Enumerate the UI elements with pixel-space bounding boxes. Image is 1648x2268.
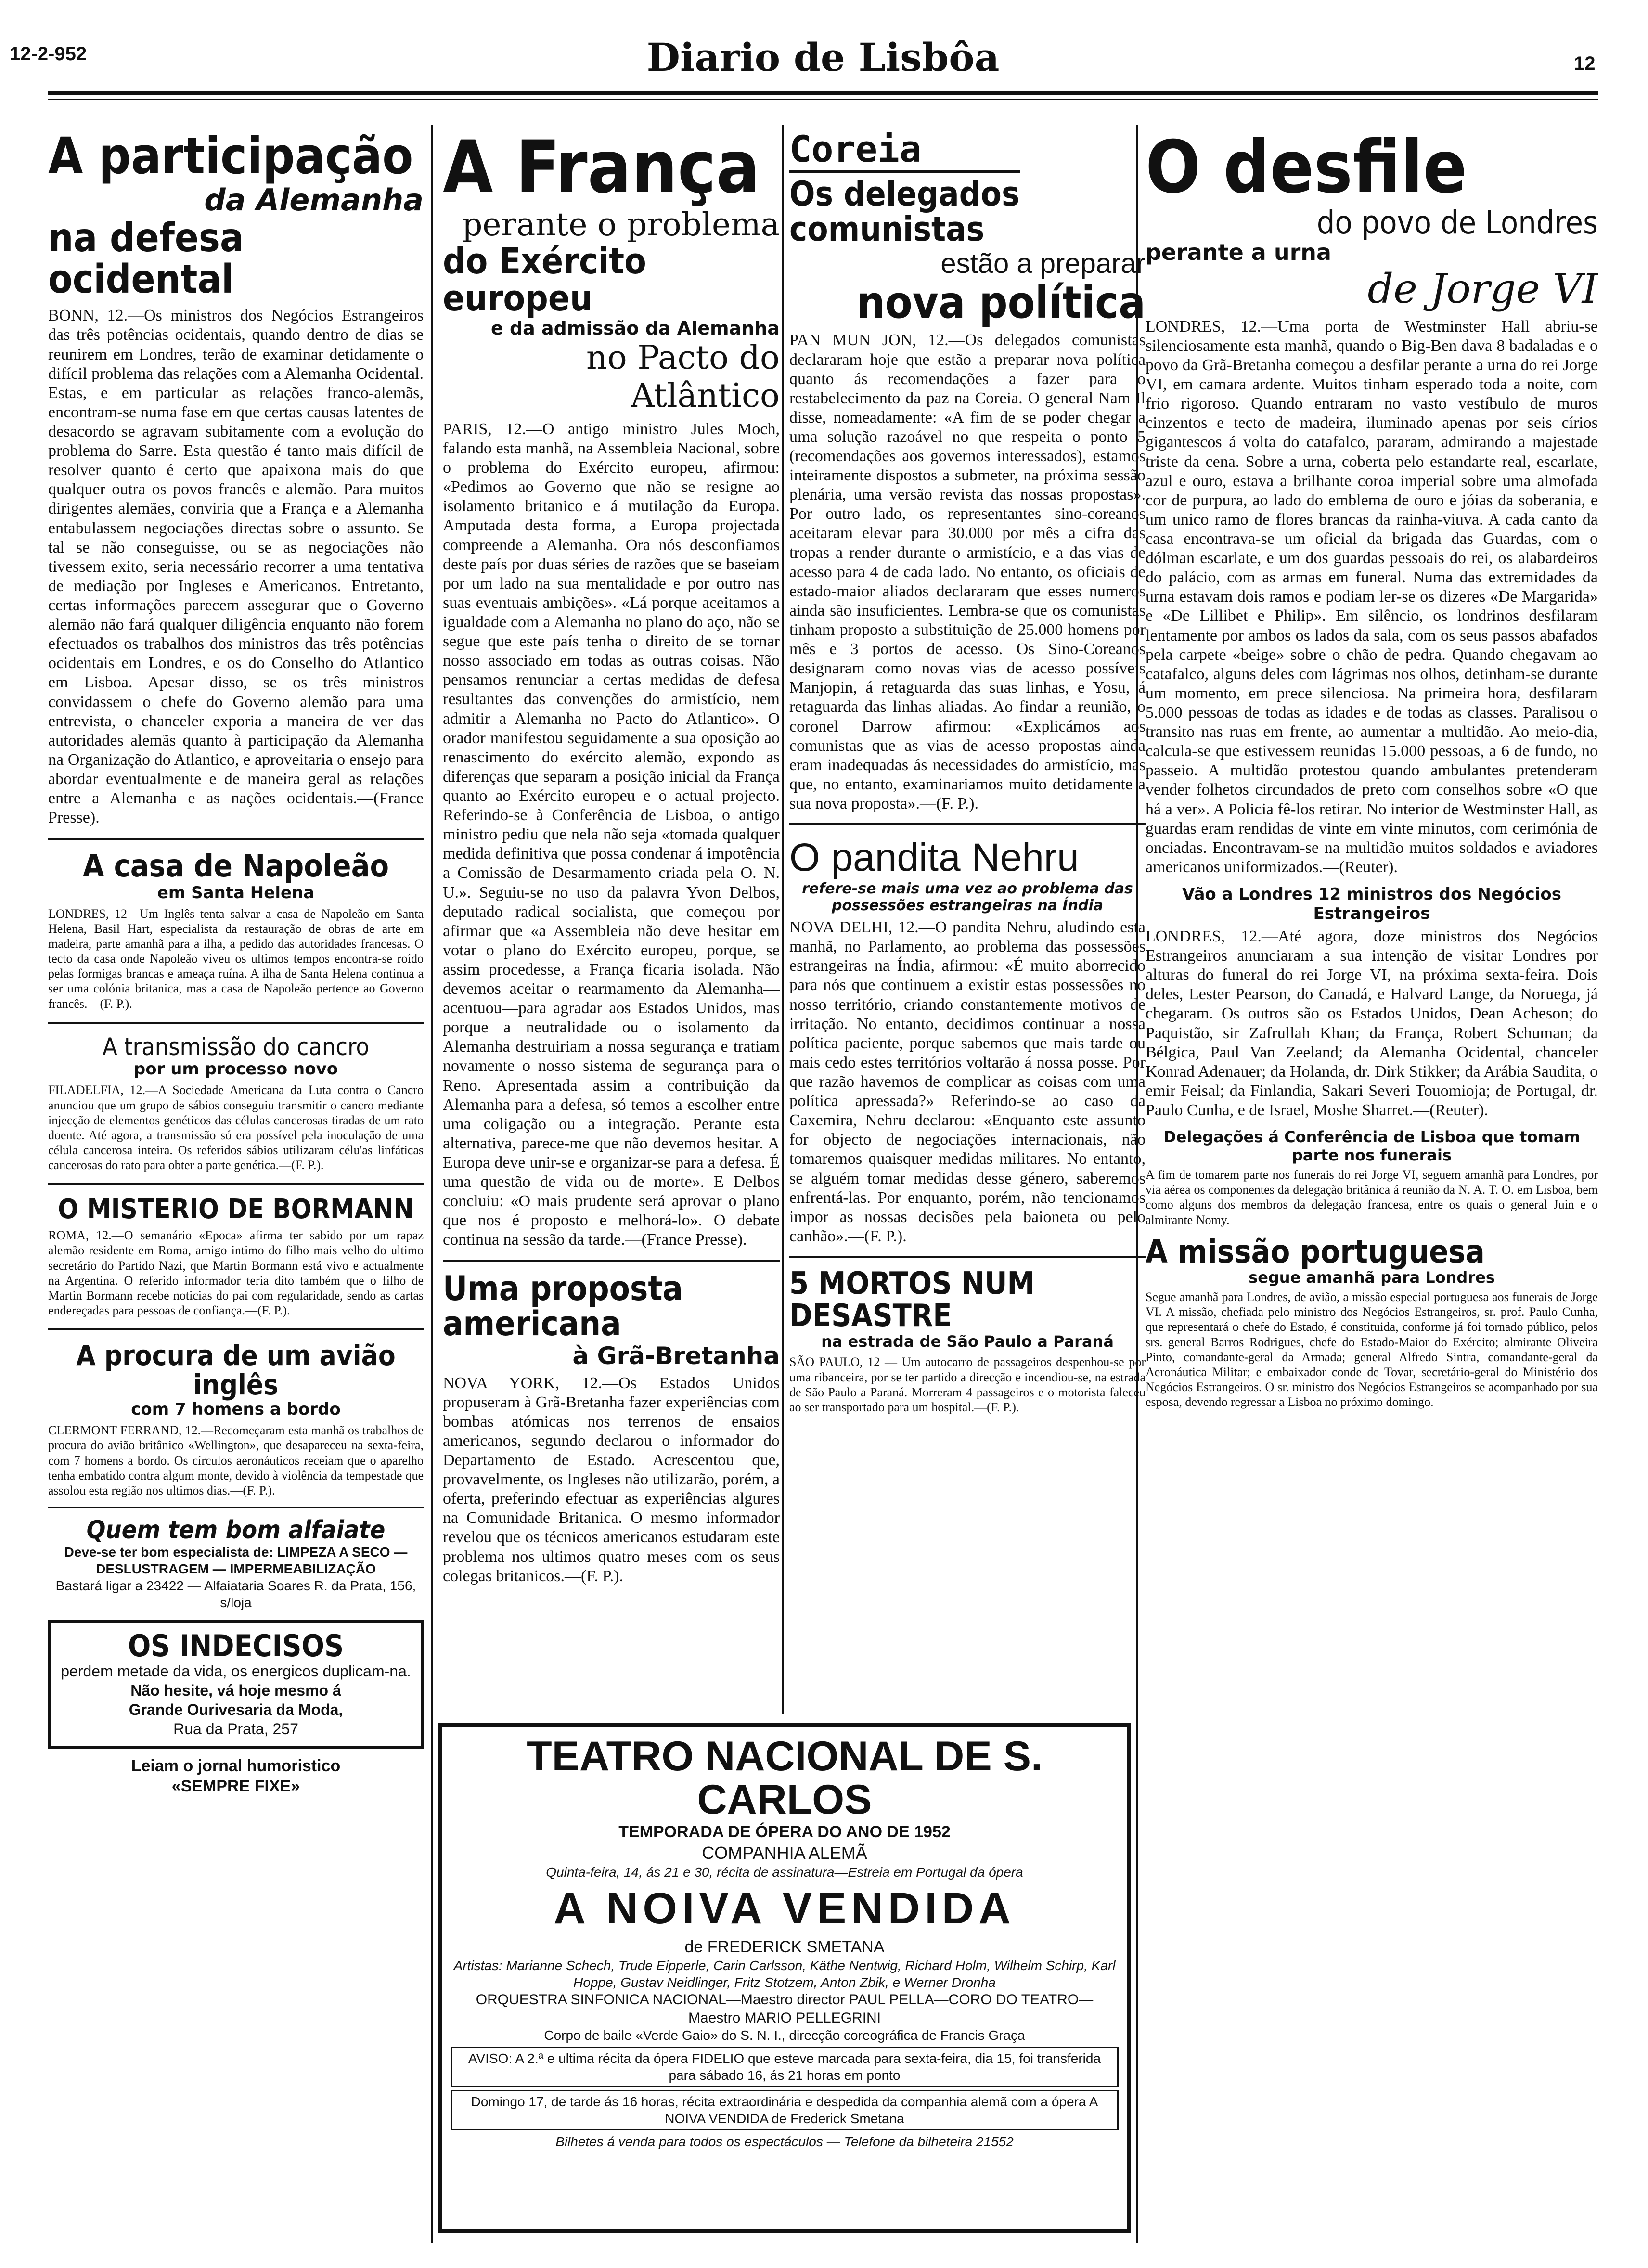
ad-text: Bastará ligar a 23422 — Alfaiataria Soares R. da Prata, 156, s/loja xyxy=(55,1578,416,1610)
masthead-rule xyxy=(48,91,1598,95)
headline-line: perante o problema xyxy=(462,206,780,243)
ad-season: TEMPORADA DE ÓPERA DO ANO DE 1952 xyxy=(618,1822,951,1841)
headline: Os delegados comunistas xyxy=(789,174,1020,249)
article-delegacoes xyxy=(1146,1128,1598,1227)
ad-alfaiate xyxy=(48,1517,424,1611)
headline-line: na defesa ocidental xyxy=(48,215,244,303)
column-rule xyxy=(782,125,784,1714)
issue-date: 12-2-952 xyxy=(10,43,87,64)
ad-ballet: Corpo de baile «Verde Gaio» do S. N. I., direcção coreográfica de Francis Graça xyxy=(544,2028,1025,2043)
ad-teatro xyxy=(438,1723,1131,2233)
ad-text: Grande Ourivesaria da Moda, xyxy=(129,1701,343,1718)
headline: Uma proposta americana xyxy=(443,1268,683,1344)
headline-line: estão a preparar xyxy=(940,247,1146,279)
divider xyxy=(48,1022,424,1024)
headline: A procura de um avião inglês xyxy=(76,1339,396,1402)
article-aviao xyxy=(48,1341,424,1498)
headline-line: no Pacto do Atlântico xyxy=(586,338,780,415)
article-franca xyxy=(443,130,780,1250)
headline: A missão portuguesa xyxy=(1146,1233,1485,1270)
column-1 xyxy=(48,130,424,2233)
article-ministros xyxy=(1146,885,1598,1120)
ad-text: perdem metade da vida, os energicos duplicam-na. xyxy=(61,1662,411,1680)
divider xyxy=(443,1260,780,1262)
ad-text: Não hesite, vá hoje mesmo á xyxy=(130,1681,341,1699)
ad-title: TEATRO NACIONAL DE S. CARLOS xyxy=(527,1733,1043,1823)
article-alemanha xyxy=(48,130,424,827)
kicker-underline xyxy=(789,170,1020,173)
article-proposta xyxy=(443,1268,780,1586)
article-body: SÃO PAULO, 12 — Um autocarro de passageiros despenhou-se por uma ribanceira, por se ter partido a direcção e incendiou-se, na estrada de São Paulo a Paraná. Morreram 4 passageiros e o motorista faleceu ao ser transportado para um hospital.—(F. P.). xyxy=(789,1355,1146,1414)
article-desastre xyxy=(789,1265,1146,1415)
masthead-rule-thin xyxy=(48,99,1598,100)
headline: O pandita Nehru xyxy=(789,836,1079,880)
divider xyxy=(48,1507,424,1508)
headline: A participação xyxy=(48,130,413,185)
headline: 5 MORTOS NUM DESASTRE xyxy=(789,1265,1035,1334)
ad-text: Leiam o jornal humoristico xyxy=(131,1756,341,1775)
column-rule xyxy=(431,125,433,2243)
divider xyxy=(48,1328,424,1330)
article-body: LONDRES, 12.—Até agora, doze ministros dos Negócios Estrangeiros anunciaram a sua intenção de visitar Londres por alturas do funeral do rei Jorge VI, na próxima sexta-feira. Dois deles, Lester Pearson, do Canadá, e Halvard Lange, da Noruega, já chegaram. Os outros são os Estados Unidos, Dean Acheson; do Paquistão, sir Zafrullah Khan; da França, Robert Schuman; da Bélgica, Paul Van Zeeland; da Alemanha Ocidental, chanceler Konrad Adenauer; da Holanda, dr. Dirk Stikker; da Arábia Saudita, o emir Feisal; da Finlandia, Sakari Severi Touomioja; de Portugal, dr. Paulo Cunha, e de Israel, Moshe Sharret.—(Reuter). xyxy=(1146,927,1598,1119)
ad-text: Rua da Prata, 257 xyxy=(173,1720,298,1738)
headline: A transmissão do cancro xyxy=(102,1032,370,1061)
headline-line: da Alemanha xyxy=(204,182,424,218)
headline: A França xyxy=(443,130,760,209)
divider xyxy=(789,823,1146,825)
ad-tickets: Bilhetes á venda para todos os espectáculos — Telefone da bilheteira 21552 xyxy=(555,2134,1014,2150)
ad-title: OS INDECISOS xyxy=(128,1628,344,1663)
ad-dates: Quinta-feira, 14, ás 21 e 30, récita de assinatura—Estreia em Portugal da ópera xyxy=(546,1865,1023,1880)
article-desfile xyxy=(1146,130,1598,877)
subheadline: refere-se mais uma vez ao problema das possessões estrangeiras na Índia xyxy=(802,880,1133,915)
ad-opera: A NOIVA VENDIDA xyxy=(554,1884,1016,1933)
divider xyxy=(789,1256,1146,1258)
subheadline: à Grã-Bretanha xyxy=(572,1341,780,1370)
headline-line: de Jorge VI xyxy=(1367,265,1598,312)
headline: Delegações á Conferência de Lisboa que tomam parte nos funerais xyxy=(1163,1128,1580,1165)
subheadline: em Santa Helena xyxy=(157,883,315,902)
subheadline: com 7 homens a bordo xyxy=(131,1400,341,1419)
headline-line: e da admissão da Alemanha xyxy=(490,317,780,339)
article-body: NOVA YORK, 12.—Os Estados Unidos propuseram à Grã-Bretanha fazer experiências com bombas atómicas nos terrenos de ensaios americanos, segundo declarou o informador do Departamento de Estado. Acrescentou que, provavelmente, os Ingleses não utilizarão, porém, a oferta, preferindo efectuar as experiências algures na Comunidade Britanica. O mesmo informador revelou que os técnicos americanos estudaram este problema nos ultimos quatro meses com os seus colegas britanicos.—(F. P.). xyxy=(443,1374,780,1585)
article-body: PARIS, 12.—O antigo ministro Jules Moch, falando esta manhã, na Assembleia Nacional, sobre o problema do Exército europeu, afirmou: «Pedimos ao Governo que não se resigne ao isolamento britanico e á mutilação da Europa. Amputada desta forma, a Europa projectada compreende a Alemanha. Ora nós desconfiamos deste país por duas séries de razões que se baseiam por um lado na sua mentalidade e por outro nas suas eventuais ambições». «Lá porque aceitamos a igualdade com a Alemanha no plano do aço, não se segue que este país tenha o direito de se tornar nosso associado em todas as outras coisas. Não pensamos renunciar a certas medidas de defesa resultantes das convenções do armistício, nem admitir a Alemanha no Pacto do Atlantico». O orador manifestou seguidamente a sua oposição ao renascimento do exército alemão, expondo as diferenças que separam a posição inicial da França quanto ao Exército europeu e o actual projecto. Referindo-se à Conferência de Lisboa, o antigo ministro pediu que nela não seja «tomada qualquer medida definitiva que possa condenar á impotência a Comissão de Desarmamento criada pela O. N. U.». Seguiu-se no uso da palavra Yvon Delbos, deputado radical socialista, que começou por afirmar que «a Assembleia não deve hesitar em votar o plano do Exército europeu, porque, se assim procedesse, a França ficaria isolada. Não devemos aceitar o rearmamento da Alemanha—acentuou—para agradar aos Estados Unidos, mas porque a neutralidade ou o isolamento da Alemanha destruiriam a nossa segurança e tratiam novamente o nosso sistema de segurança para o Reno. Apresentada assim a contribuição da Alemanha para a defesa, só temos a escolher entre uma coligação ou a integração. Perante esta alternativa, parece-me que não devemos hesitar. A Europa deve unir-se e organizar-se para a defesa. É uma questão de vida ou de morte». E Delbos concluiu: «O mais prudente será aprovar o plano que nos é proposto e melhorá-lo». O debate continua na sessão da tarde.—(France Presse). xyxy=(443,420,780,1249)
article-body: LONDRES, 12—Um Inglês tenta salvar a casa de Napoleão em Santa Helena, Basil Hart, especialista da restauração de obras de arte em madeira, parte amanhã para a ilha, a pedido das autoridades francesas. O tecto da casa onde Napoleão viveu os ultimos tempos encontra-se roído pelas formigas brancas e ameaça ruína. A ilha de Santa Helena continua a ser uma colónia britanica, mas a casa de Napoleão pertence ao Governo francês.—(F. P.). xyxy=(48,906,424,1011)
subheadline: na estrada de São Paulo a Paraná xyxy=(821,1332,1114,1351)
article-bormann xyxy=(48,1196,424,1318)
headline-line: nova política xyxy=(856,276,1146,328)
article-body: CLERMONT FERRAND, 12.—Recomeçaram esta manhã os trabalhos de procura do avião britânico «Wellington», que desapareceu na sexta-feira, com 7 homens a bordo. Os círculos aeronáuticos receiam que o aparelho tenha embatido contra algum monte, devido à violência da tempestade que assolou esta região nos ultimos dias.—(F. P.). xyxy=(48,1423,424,1497)
article-body: A fim de tomarem parte nos funerais do rei Jorge VI, seguem amanhã para Londres, por via aérea os componentes da delegação britânica á reunião da N. A. T. O. em Lisboa, bem como alguns dos membros da delegação francesa, entre os quais o general Juin e o almirante Nomy. xyxy=(1146,1168,1598,1227)
ad-artists: Artistas: Marianne Schech, Trude Eipperle, Carin Carlsson, Käthe Nentwig, Richard Holm, Wilhelm Schirp, Karl Hoppe, Gustav Neidlinger, Fritz Stotzem, Anton Zbik, e Werner Dronha xyxy=(453,1958,1116,1990)
headline-line: perante a urna xyxy=(1146,239,1332,265)
article-body: PAN MUN JON, 12.—Os delegados comunistas declararam hoje que estão a preparar nova política quanto ás recomendações a fazer para o restabelecimento da paz na Coreia. O general Nam Il disse, nomeadamente: «A fim de se poder chegar a uma solução razoável no que respeita o ponto 5 (recomendações aos governos interessados), estamos inteiramente dispostos a submeter, na próxima sessão plenária, uma versão revista das nossas propostas». Por outro lado, os representantes sino-coreanos aceitaram elevar para 30.000 por mês a cifra das tropas a render durante o armistício, e a das vias de acesso para 4 de cada lado. No entanto, os oficiais de estado-maior aliados declararam que esses numeros ainda são insuficientes. Lembra-se que os comunistas tinham proposto a substituição de 25.000 homens por mês e 3 portos de acesso. Os Sino-Coreanos designaram como novas vias de acesso possíveis Manjopin, á retaguarda das suas linhas, e Yosu, á retaguarda das linhas aliadas. Ao findar a reunião, o coronel Darrow afirmou: «Explicámos aos comunistas que as vias de acesso propostas ainda eram inadequadas ás necessidades do armistício, mas que, no entanto, examinariamos muito detidamente a sua nova proposta».—(F. P.). xyxy=(789,331,1146,813)
ad-title: Quem tem bom alfaiate xyxy=(86,1516,386,1545)
kicker: Coreia xyxy=(789,130,922,170)
headline: O MISTERIO DE BORMANN xyxy=(58,1194,414,1225)
ad-sunday: Domingo 17, de tarde ás 16 horas, récita extraordinária e despedida da companhia alemã com a ópera A NOIVA VENDIDA de Frederick Smetana xyxy=(451,2090,1119,2130)
article-napoleao xyxy=(48,850,424,1011)
article-cancro xyxy=(48,1034,424,1173)
ad-indecisos xyxy=(48,1620,424,1749)
ad-text: «SEMPRE FIXE» xyxy=(171,1777,300,1796)
headline: O desfile xyxy=(1146,130,1467,209)
article-body: BONN, 12.—Os ministros dos Negócios Estrangeiros das três potências ocidentais, quando dentro de dias se reunirem em Londres, terão de examinar detidamente o difícil problema das relações com a Alemanha Ocidental. Estas, e em particular as relações franco-alemãs, encontram-se numa fase em que certas causas latentes de desacordo se agravam subitamente com a evolução do problema do Sarre. Esta questão é tanto mais difícil de resolver quanto é certo que apaixona mais do que qualquer outra os povos francês e alemão. Para muitos dirigentes alemães, conviria que a França e a Alemanha entabulassem negociações directas sobre o assunto. Se tal se não conseguisse, ou se as negociações não tivessem exito, seria necessário recorrer a uma tentativa de mediação por Ingleses e Americanos. Entretanto, certas informações parecem assegurar que o Governo alemão não fará qualquer diligência enquanto não forem efectuados os trabalhos dos ministros das três potências ocidentais em Londres, e os do Conselho do Atlantico em Lisboa. Apesar disso, se os três ministros convidassem o chefe do Governo alemão para uma entrevista, o chanceler exporia a maneira de ver das autoridades alemãs quanto à participação da Alemanha na Organização do Atlantico, e aproveitaria o ensejo para abordar eventualmente e de maneira geral as relações entre a Alemanha e as nações ocidentais.—(France Presse). xyxy=(48,307,424,827)
divider xyxy=(48,1183,424,1185)
subheadline: segue amanhã para Londres xyxy=(1249,1268,1495,1287)
newspaper-title: Diario de Lisbôa xyxy=(646,35,1000,80)
ad-orchestra: ORQUESTRA SINFONICA NACIONAL—Maestro director PAUL PELLA—CORO DO TEATRO—Maestro MARIO PELLEGRINI xyxy=(476,1992,1094,2026)
headline: A casa de Napoleão xyxy=(82,849,389,885)
ad-composer: de FREDERICK SMETANA xyxy=(684,1937,885,1956)
headline-line: do povo de Londres xyxy=(1316,204,1598,241)
ad-company: COMPANHIA ALEMÃ xyxy=(702,1843,867,1863)
article-coreia xyxy=(789,130,1146,813)
headline-line: do Exército europeu xyxy=(443,240,646,320)
ad-sempre-fixe xyxy=(48,1756,424,1797)
article-nehru xyxy=(789,835,1146,1246)
article-missao xyxy=(1146,1235,1598,1410)
article-body: ROMA, 12.—O semanário «Epoca» afirma ter sabido por um rapaz alemão residente em Roma, amigo intimo do filho mais velho do ultimo secretário do Partido Nazi, que Martin Bormann está vivo e actualmente na Argentina. O referido informador teria dito também que o filho de Martin Bormann recebe noticias do pai com regularidade, sendo as cartas endereçadas para pessoas de confiança.—(F. P.). xyxy=(48,1228,424,1318)
masthead xyxy=(0,0,1648,96)
subheadline: por um processo novo xyxy=(133,1059,338,1079)
column-4 xyxy=(1146,130,1598,2233)
article-body: Segue amanhã para Londres, de avião, a missão especial portuguesa aos funerais de Jorge VI. A missão, chefiada pelo ministro dos Negócios Estrangeiros, sr. prof. Paulo Cunha, que representará o chefe do Estado, é constituida, conforme já foi tornado público, pelos srs. general Barros Rodrigues, chefe do Estado-Maior do Exército; almirante Oliveira Pinto, comandante-geral da Armada; general Alfredo Sintra, comandante-geral da Aeronáutica Militar; e embaixador conde de Tovar, secretário-geral do Ministério dos Negócios Estrangeiros. O sr. ministro dos Negócios Estrangeiros se acompanhado por sua esposa, devendo regressar a Lisboa no próximo domingo. xyxy=(1146,1290,1598,1409)
divider xyxy=(48,838,424,840)
ad-text: Deve-se ter bom especialista de: LIMPEZA A SECO — DESLUSTRAGEM — IMPERMEABILIZAÇÃO xyxy=(64,1544,408,1576)
article-body: FILADELFIA, 12.—A Sociedade Americana da Luta contra o Cancro anunciou que um grupo de sábios conseguiu transmitir o cancro mediante injecção de elementos genéticos das células cancerosas tiradas de um rato doente. Até agora, a transmissão só era possível pela inoculação de uma célula cancerosa inteira. Os referidos sábios utilizaram célu'as linfáticas cancerosas do rato para obter a parte genética.—(F. P.). xyxy=(48,1083,424,1173)
article-body: NOVA DELHI, 12.—O pandita Nehru, aludindo esta manhã, no Parlamento, ao problema das possessões estrangeiras na Índia, afirmou: «É muito aborrecido para nós que continuem a existir estas possessões no nosso território, criando constantemente motivos de irritação. No entanto, decidimos continuar a nossa política paciente, porque sabemos que mais tarde ou mais cedo estes territórios voltarão á nossa posse. Por que razão havemos de complicar as coisas com uma política apressada?» Referindo-se ao caso da Caxemira, Nehru declarou: «Enquanto este assunto for objecto de negociações internacionais, não tomaremos quaisquer medidas militares. No entanto, se alguém tomar medidas desse género, saberemos enfrentá-las. Por enquanto, porém, não tencionamos impor as nossas decisões pela baioneta ou pelo canhão».—(F. P.). xyxy=(789,918,1146,1245)
ad-notice: AVISO: A 2.ª e ultima récita da ópera FIDELIO que esteve marcada para sexta-feira, dia 15, foi transferida para sábado 16, ás 21 horas em ponto xyxy=(451,2047,1119,2087)
page-number: 12 xyxy=(1574,53,1596,74)
article-body: LONDRES, 12.—Uma porta de Westminster Hall abriu-se silenciosamente esta manhã, quando o Big-Ben dava 8 badaladas e o povo da Grã-Bretanha começou a desfilar perante a urna do rei Jorge VI, em camara ardente. Muitos tinham esperado toda a noite, com frio rigoroso. Quando entraram no vasto vestíbulo de muros cinzentos e tecto de madeira, iluminado apenas por seis círios gigantescos á volta do catafalco, pararam, admirando a majestade triste da cena. Sobre a urna, coberta pelo estandarte real, escarlate, azul e ouro, estava a brilhante coroa imperial sobre uma almofada cor de purpura, ao lado do emblema de ouro e jóias da soberania, e um unico ramo de flores brancas da rainha-viuva. A cada canto da casa encontrava-se um oficial da brigada das Guardas, com o dólman escarlate, e um dos guardas pessoais do rei, os alabardeiros do palácio, com as armas em funeral. Numa das extremidades da urna estavam dois ramos e podiam ler-se os dizeres «De Margarida» e «De Lillibet e Philip». Em silêncio, os londrinos desfilaram lentamente por ambos os lados da sala, com os seus passos abafados pela carpete «beige» sobre o chão de pedra. Quando chegavam ao catafalco, alguns deles com lágrimas nos olhos, detinham-se durante um momento, em prece silenciosa. Na primeira hora, desfilaram 5.000 pessoas de todas as idades e de todas as classes. Paralisou o transito nas ruas em frente, ao aumentar a multidão. Ao meio-dia, calcula-se que estivessem reunidas 15.000 pessoas, a 6 de fundo, no passeio. A multidão protestou quando ambulantes pretenderam vender folhetos circundados de preto com conselhos sobre «O que há a ver». A Policia fê-los retirar. No interior de Westminster Hall, as guardas eram rendidas de vinte em vinte minutos, com cerimónia de onciadas. Encontravam-se na multidão muitos soldados e aviadores americanos uniformizados.—(Reuter). xyxy=(1146,317,1598,876)
headline: Vão a Londres 12 ministros dos Negócios Estrangeiros xyxy=(1182,884,1561,923)
